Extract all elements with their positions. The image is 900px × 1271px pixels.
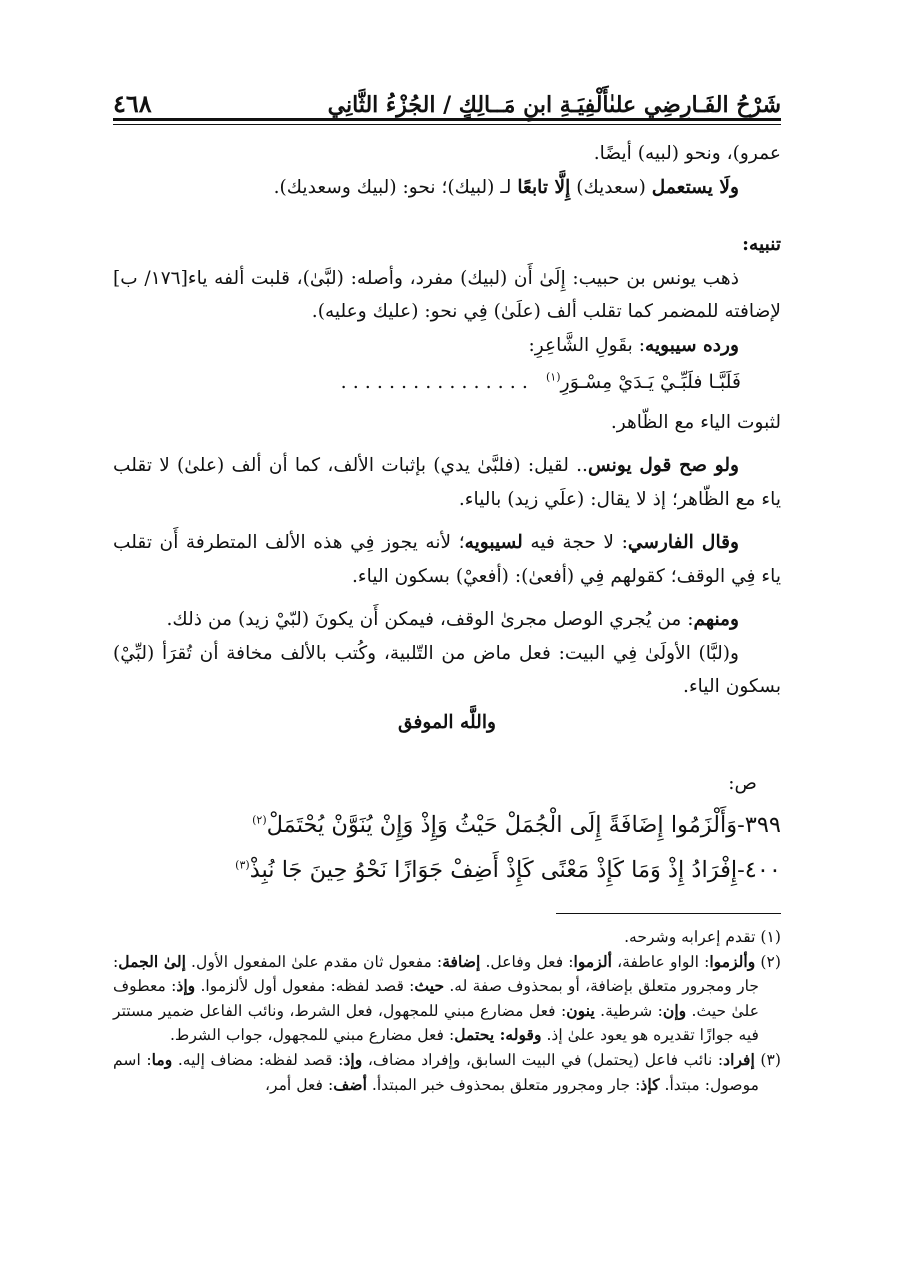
verse-text: فَلَبَّـا فلَبِّـيْ يَـدَيْ مِسْـوَرِ bbox=[560, 371, 741, 393]
text-run: لـ (لبيك)؛ نحو: (لبيك وسعديك). bbox=[273, 176, 518, 198]
footnote-number: (٣) bbox=[760, 1050, 781, 1069]
bold-term: حيث bbox=[414, 976, 445, 996]
paragraph bbox=[113, 171, 781, 205]
bold-term: وإذ bbox=[343, 1049, 363, 1069]
bold-term: ينون bbox=[566, 1000, 595, 1020]
bold-term: وإن bbox=[662, 1000, 687, 1020]
text-run: : قصد لفظه: مضاف إليه. bbox=[172, 1050, 344, 1069]
paragraph bbox=[113, 603, 781, 637]
text-run: : شرطية. bbox=[594, 1001, 663, 1020]
page-number: ٤٦٨ bbox=[113, 89, 152, 118]
bold-term: ورده سيبويه bbox=[644, 334, 739, 356]
bold-term: وقال الفارسي bbox=[627, 532, 739, 553]
verse-ellipsis: . . . . . . . . . . . . . . . . bbox=[340, 371, 528, 393]
poem-text: ٤٠٠-إِفْرَادُ إِذْ وَمَا كَإِذْ مَعْنًى كَإِذْ أَضِفْ جَوَازًا نَحْوُ حِينَ جَا نُبِذْ bbox=[249, 856, 781, 883]
bold-term: ومنهم bbox=[693, 609, 739, 630]
footnote-marker: (٣) bbox=[235, 858, 250, 871]
text-run: : معطوف علىٰ حيث. bbox=[113, 977, 759, 1020]
bold-term: ألزموا bbox=[573, 951, 612, 971]
bold-term: إلىٰ الجمل bbox=[118, 951, 186, 971]
text-run: : جار ومجرور متعلق بمحذوف خبر المبتدأ. bbox=[366, 1075, 641, 1094]
bold-term: إفراد bbox=[723, 1049, 755, 1069]
footnote bbox=[113, 950, 781, 1048]
closing-phrase: واللَّه الموفق bbox=[398, 711, 496, 733]
header-rule-thick bbox=[113, 118, 781, 121]
bold-term: لسيبويه bbox=[464, 532, 523, 553]
text-run: : لا حجة فيه bbox=[522, 532, 628, 553]
footnote: (١) تقدم إعرابه وشرحه. bbox=[624, 928, 781, 946]
bold-term: وقوله: يحتمل bbox=[454, 1025, 542, 1045]
footnotes bbox=[113, 925, 781, 1097]
poem-line bbox=[113, 805, 781, 846]
bold-term: وإذ bbox=[176, 976, 196, 996]
bold-term: ولَا يستعمل bbox=[651, 176, 739, 198]
running-title: شَرْحُ الفَـارِضِي علىٰأَلْفِيَـةِ ابنِ مَــالِكٍ / الجُزْءُ الثَّانِي bbox=[327, 92, 781, 118]
text-run: .. لقيل: (فلبَّىٰ يدي) بإثبات الألف، كما أن ألف (علىٰ) لا تقلب ياء مع الظّاهر؛ إذ لا يقال: (علَي زيد) بالياء. bbox=[113, 455, 781, 510]
bold-term: إِلَّا تابعًا bbox=[517, 176, 571, 198]
text-run: ؛ لأنه يجوز فِي هذه الألف المتطرفة أَن تقلب ياء فِي الوقف؛ كقولهم فِي (أفعىٰ): (أفعيْ) بسكون الياء. bbox=[113, 532, 781, 587]
text-run: : فعل وفاعل. bbox=[480, 952, 574, 971]
text-run: : مفعول ثان مقدم علىٰ المفعول الأول. bbox=[185, 952, 443, 971]
paragraph: عمرو)، ونحو (لبيه) أيضًا. bbox=[593, 143, 781, 164]
paragraph bbox=[113, 449, 781, 516]
text-run: (سعديك) bbox=[570, 176, 652, 198]
text-run: : فعل مضارع مبني للمجهول، فعل الشرط، ونائب الفاعل ضمير مستتر فيه جوازًا تقديره هو يعود علىٰ إذ. bbox=[113, 1001, 759, 1045]
footnote-separator bbox=[556, 913, 781, 914]
text-run: : قصد لفظه: مفعول أول لألزموا. bbox=[195, 977, 415, 996]
header-rule-thin bbox=[113, 124, 781, 125]
paragraph bbox=[113, 329, 781, 363]
poem-line bbox=[113, 850, 781, 891]
bold-term: ولو صح قول يونس bbox=[587, 455, 740, 476]
paragraph bbox=[113, 526, 781, 593]
text-run: : فعل أمر، bbox=[264, 1075, 334, 1094]
text-run: : نائب فاعل (يحتمل) في البيت السابق، وإفراد مضاف، bbox=[362, 1050, 724, 1069]
footnote-marker: (١) bbox=[546, 370, 561, 384]
bold-term: كإذ bbox=[640, 1074, 660, 1094]
main-text bbox=[113, 137, 781, 891]
footnote-number: (٢) bbox=[760, 952, 781, 971]
paragraph: لثبوت الياء مع الظّاهر. bbox=[610, 411, 781, 433]
text-run: : من يُجري الوصل مجرىٰ الوقف، فيمكن أَن يكونَ (لبّيْ زيد) من ذلك. bbox=[166, 609, 694, 630]
footnote-marker: (٢) bbox=[252, 813, 267, 826]
poem-label: ص: bbox=[728, 773, 757, 794]
bold-term: وما bbox=[151, 1049, 173, 1069]
text-run: : فعل مضارع مبني للمجهول، جواب الشرط. bbox=[169, 1026, 455, 1045]
section-heading: تنبيه: bbox=[742, 234, 781, 255]
bold-term: أضف bbox=[333, 1074, 367, 1094]
poem-text: ٣٩٩-وَأَلْزَمُوا إِضَافَةً إِلَى الْجُمَلْ حَيْثُ وَإِذْ وَإِنْ يُنَوَّنْ يُحْتَمَلْ bbox=[266, 811, 781, 838]
text-run: : جار ومجرور متعلق بإضافة، أو بمحذوف صفة له. bbox=[113, 952, 759, 996]
paragraph: و(لبَّا) الأولَىٰ فِي البيت: فعل ماض من التّلبية، وكُتب بالألف مخافة أن تُقرَأ (لبِّيْ) بسكون الياء. bbox=[113, 642, 781, 697]
footnote bbox=[113, 1048, 781, 1097]
text-run: : اسم موصول: مبتدأ. bbox=[113, 1050, 759, 1094]
text-run: : الواو عاطفة، bbox=[611, 952, 710, 971]
running-header bbox=[113, 72, 781, 118]
quoted-verse bbox=[113, 366, 781, 400]
bold-term: وألزموا bbox=[709, 951, 756, 971]
paragraph: ذهب يونس بن حبيب: إِلَىٰ أَن (لبيك) مفرد، وأصله: (لبَّىٰ)، قلبت ألفه ياء[١٧٦/ ب] لإضافته للمضمر كما تقلب ألف (علَىٰ) فِي نحو: (عليك وعليه). bbox=[113, 267, 781, 322]
text-run: : بقَولِ الشَّاعِرِ: bbox=[528, 334, 645, 356]
bold-term: إضافة bbox=[442, 951, 481, 971]
